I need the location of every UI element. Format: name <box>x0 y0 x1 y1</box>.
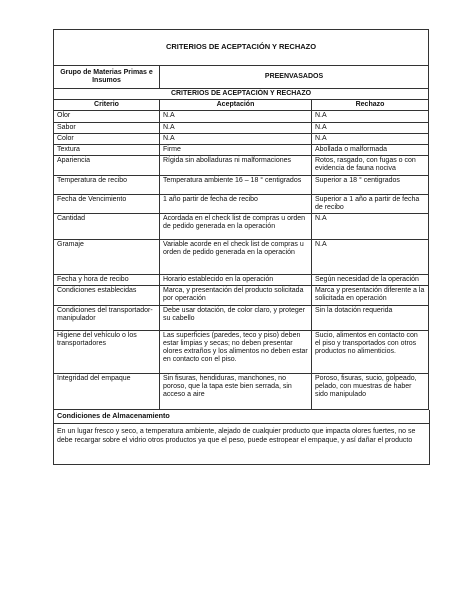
cell-criterio: Cantidad <box>54 214 160 240</box>
cell-aceptacion: Variable acorde en el check list de compras u orden de pedido generada en la operación <box>160 240 312 275</box>
cell-criterio: Color <box>54 133 160 144</box>
cell-aceptacion: Temperatura ambiente 16 – 18 ° centigrados <box>160 175 312 194</box>
cell-aceptacion: Horario establecido en la operación <box>160 275 312 286</box>
cell-aceptacion: Acordada en el check list de compras u orden de pedido generada en la operación <box>160 214 312 240</box>
cell-criterio: Condiciones establecidas <box>54 286 160 305</box>
cell-rechazo: N.A <box>312 214 429 240</box>
table-row <box>54 156 429 175</box>
document-sheet <box>53 29 428 465</box>
cell-criterio: Fecha de Vencimiento <box>54 194 160 213</box>
table-body <box>54 111 429 409</box>
table-row <box>54 214 429 240</box>
cell-rechazo: Rotos, rasgado, con fugas o con evidencia de fauna nociva <box>312 156 429 175</box>
cell-aceptacion: N.A <box>160 122 312 133</box>
cell-aceptacion: Marca, y presentación del producto solicitada por operación <box>160 286 312 305</box>
table-row <box>54 175 429 194</box>
criteria-table <box>53 29 429 410</box>
cell-criterio: Gramaje <box>54 240 160 275</box>
cell-criterio: Temperatura de recibo <box>54 175 160 194</box>
storage-title: Condiciones de Almacenamiento <box>57 410 170 420</box>
cell-criterio: Olor <box>54 111 160 122</box>
table-row <box>54 194 429 213</box>
cell-aceptacion: Las superficies (paredes, teco y piso) deben estar limpias y secas; no deben presentar olores extraños y los alimentos no deben estar en contacto con el piso. <box>160 330 312 373</box>
cell-rechazo: N.A <box>312 240 429 275</box>
table-row <box>54 122 429 133</box>
table-row <box>54 240 429 275</box>
cell-aceptacion: Debe usar dotación, de color claro, y proteger su cabello <box>160 305 312 330</box>
cell-criterio: Integridad del empaque <box>54 373 160 409</box>
table-row <box>54 145 429 156</box>
group-value: PREENVASADOS <box>160 66 429 89</box>
document-title: CRITERIOS DE ACEPTACIÓN Y RECHAZO <box>54 30 429 66</box>
cell-rechazo: N.A <box>312 122 429 133</box>
cell-aceptacion: Sin fisuras, hendiduras, manchones, no poroso, que la tapa este bien serrada, sin acceso a aire <box>160 373 312 409</box>
cell-rechazo: Según necesidad de la operación <box>312 275 429 286</box>
cell-rechazo: Sucio, alimentos en contacto con el piso y transportados con otros productos no alimenticios. <box>312 330 429 373</box>
table-row <box>54 275 429 286</box>
cell-rechazo: Sin la dotación requerida <box>312 305 429 330</box>
cell-criterio: Sabor <box>54 122 160 133</box>
cell-rechazo: Superior a 1 año a partir de fecha de recibo <box>312 194 429 213</box>
cell-rechazo: Poroso, fisuras, sucio, golpeado, pelado, con muestras de haber sido manipulado <box>312 373 429 409</box>
column-header-aceptacion: Aceptación <box>160 100 312 111</box>
column-header-rechazo: Rechazo <box>312 100 429 111</box>
storage-section <box>53 410 430 465</box>
cell-criterio: Fecha y hora de recibo <box>54 275 160 286</box>
cell-aceptacion: Rígida sin abolladuras ni malformaciones <box>160 156 312 175</box>
cell-rechazo: N.A <box>312 111 429 122</box>
cell-aceptacion: Firme <box>160 145 312 156</box>
table-row <box>54 305 429 330</box>
table-row <box>54 373 429 409</box>
cell-aceptacion: N.A <box>160 133 312 144</box>
table-row <box>54 330 429 373</box>
table-subtitle: CRITERIOS DE ACEPTACIÓN Y RECHAZO <box>54 89 429 100</box>
cell-aceptacion: 1 año partir de fecha de recibo <box>160 194 312 213</box>
table-row <box>54 286 429 305</box>
storage-text: En un lugar fresco y seco, a temperatura ambiente, alejado de cualquier producto que impacta olores fuertes, no se debe recargar sobre el vidrio otros productos ya que el peso, puede estropear el empaque, y así dañar el producto <box>57 428 416 444</box>
group-label: Grupo de Materias Primas e Insumos <box>54 66 160 89</box>
cell-rechazo: Abollada o malformada <box>312 145 429 156</box>
cell-rechazo: Marca y presentación diferente a la solicitada en operación <box>312 286 429 305</box>
cell-aceptacion: N.A <box>160 111 312 122</box>
storage-divider <box>54 423 429 424</box>
cell-criterio: Apariencia <box>54 156 160 175</box>
cell-rechazo: N.A <box>312 133 429 144</box>
column-header-criterio: Criterio <box>54 100 160 111</box>
cell-criterio: Condiciones del transportador-manipulador <box>54 305 160 330</box>
cell-rechazo: Superior a 18 ° centigrados <box>312 175 429 194</box>
cell-criterio: Higiene del vehículo o los transportadores <box>54 330 160 373</box>
cell-criterio: Textura <box>54 145 160 156</box>
table-row <box>54 111 429 122</box>
table-row <box>54 133 429 144</box>
